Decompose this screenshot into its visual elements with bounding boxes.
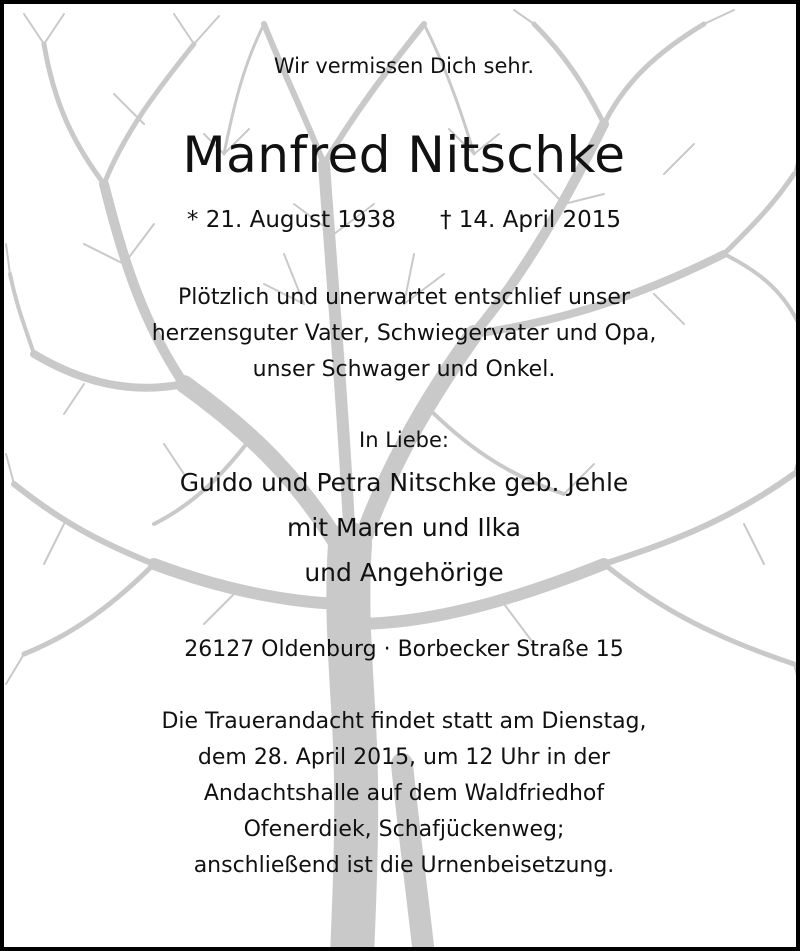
family-line: Guido und Petra Nitschke geb. Jehle xyxy=(179,468,629,497)
address: 26127 Oldenburg · Borbecker Straße 15 xyxy=(184,637,624,662)
service-line: Andachtshalle auf dem Waldfriedhof xyxy=(203,781,605,806)
message-line: herzensguter Vater, Schwiegervater und Opa, xyxy=(151,321,657,346)
family-line: mit Maren und Ilka xyxy=(286,513,522,542)
motto: Wir vermissen Dich sehr. xyxy=(273,54,535,78)
service-line: dem 28. April 2015, um 12 Uhr in der xyxy=(197,745,611,770)
service-line: Die Trauerandacht findet statt am Dienstag, xyxy=(161,709,647,734)
message-line: unser Schwager und Onkel. xyxy=(252,357,556,382)
birth-date: * 21. August 1938 xyxy=(186,207,396,233)
service-line: Ofenerdiek, Schafjückenweg; xyxy=(243,817,565,842)
family-line: und Angehörige xyxy=(304,558,504,587)
message-line: Plötzlich und unerwartet entschlief unser xyxy=(178,285,630,310)
deceased-name: Manfred Nitschke xyxy=(182,126,626,184)
in-love-label: In Liebe: xyxy=(359,428,449,452)
death-date: † 14. April 2015 xyxy=(439,207,622,233)
life-dates xyxy=(4,207,800,233)
service-line: anschließend ist die Urnenbeisetzung. xyxy=(193,853,615,878)
obituary-text xyxy=(4,4,800,951)
